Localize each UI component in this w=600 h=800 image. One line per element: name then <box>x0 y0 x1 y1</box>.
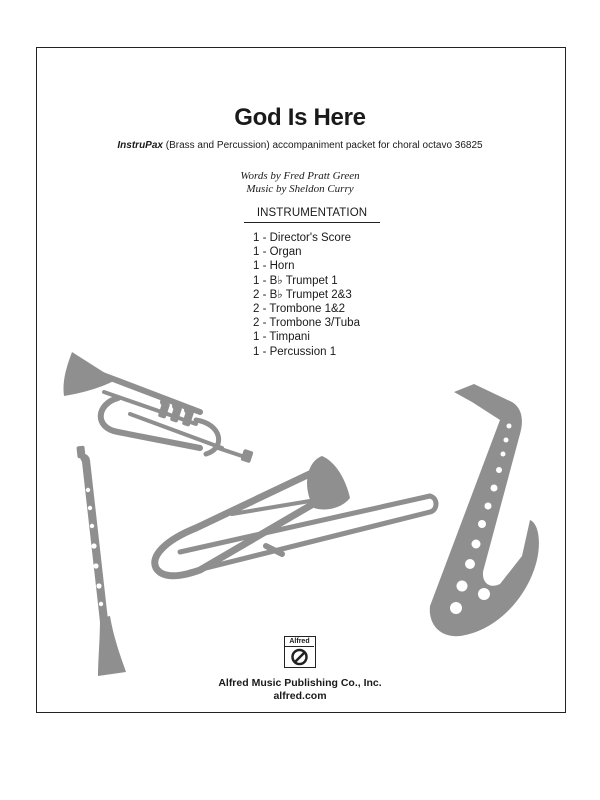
list-item: 2 - B♭ Trumpet 2&3 <box>253 288 352 301</box>
alfred-logo <box>284 636 316 668</box>
list-item: 1 - Organ <box>253 246 302 259</box>
subtitle-brand: InstruPax <box>117 140 163 151</box>
clarinet-icon <box>76 446 126 676</box>
list-item: 2 - Trombone 3/Tuba <box>253 317 360 330</box>
list-item: 1 - B♭ Trumpet 1 <box>253 274 338 287</box>
trombone-icon <box>155 456 436 576</box>
list-item: 1 - Horn <box>253 260 295 273</box>
list-item: 1 - Director's Score <box>253 232 352 244</box>
trumpet-icon <box>63 352 253 463</box>
publisher-website: alfred.com <box>273 690 327 702</box>
music-credit: Music by Sheldon Curry <box>246 183 354 195</box>
list-item: 1 - Percussion 1 <box>253 345 337 358</box>
words-credit: Words by Fred Pratt Green <box>240 170 360 182</box>
list-item: 2 - Trombone 1&2 <box>253 303 346 316</box>
instrumentation-heading: INSTRUMENTATION <box>244 207 380 223</box>
saxophone-icon <box>430 384 539 636</box>
publisher-name: Alfred Music Publishing Co., Inc. <box>218 677 382 689</box>
list-item: 1 - Timpani <box>253 331 310 344</box>
subtitle-text: (Brass and Percussion) accompaniment packet for choral octavo 36825 <box>162 140 483 151</box>
logo-label: Alfred <box>285 637 314 647</box>
logo-emblem-icon <box>285 647 314 667</box>
page-title: God Is Here <box>234 104 366 131</box>
